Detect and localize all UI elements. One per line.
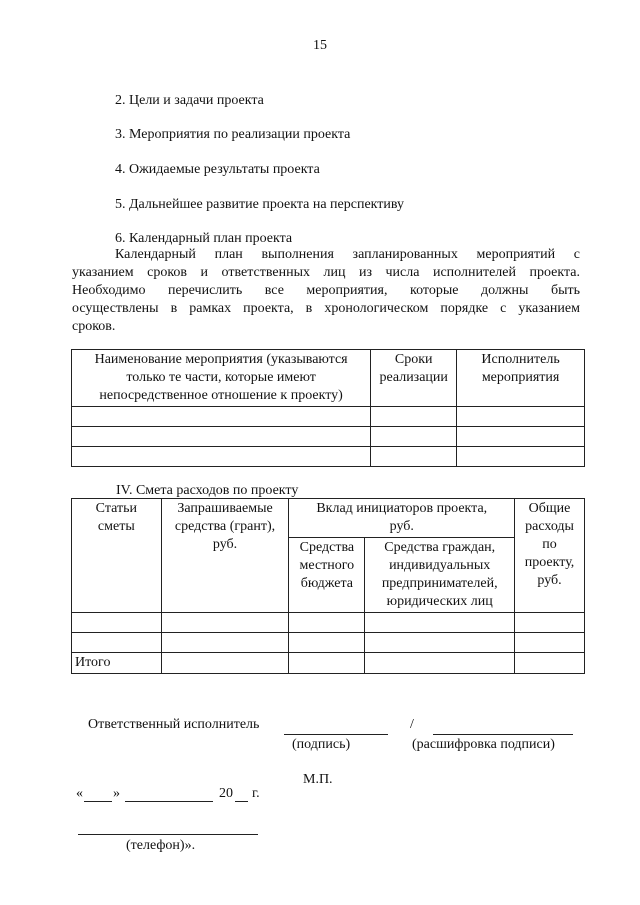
table-cell[interactable]	[289, 653, 365, 674]
phone-caption: (телефон)».	[126, 838, 196, 853]
table-cell[interactable]	[365, 613, 515, 633]
date-open-quote: «	[76, 786, 83, 801]
responsible-label: Ответственный исполнитель	[88, 717, 260, 732]
date-close-quote: »	[113, 786, 120, 801]
header-activity-name: Наименование мероприятия (указываются только те части, которые имеют непосредственное отношение к проекту)	[72, 350, 371, 407]
budget-title: IV. Смета расходов по проекту	[116, 483, 299, 498]
table-row	[72, 407, 585, 427]
header-budget-items: Статьи сметы	[72, 499, 162, 613]
calendar-description	[72, 246, 580, 336]
paragraph-line: сроков.	[72, 319, 116, 334]
table-cell[interactable]	[161, 633, 289, 653]
table-cell[interactable]	[515, 613, 585, 633]
table-cell[interactable]	[371, 447, 457, 467]
section-activities: 3. Мероприятия по реализации проекта	[115, 127, 351, 142]
day-line[interactable]	[84, 801, 112, 802]
paragraph-line: указанием сроков и ответственных лиц из числа исполнителей проекта.	[72, 265, 580, 280]
calendar-table	[71, 349, 585, 467]
table-row	[72, 427, 585, 447]
table-cell[interactable]	[72, 407, 371, 427]
header-citizens-funds: Средства граждан, индивидуальных предпринимателей, юридических лиц	[365, 538, 515, 613]
table-cell[interactable]	[72, 613, 162, 633]
table-header-row	[72, 499, 585, 538]
header-local-budget: Средства местного бюджета	[289, 538, 365, 613]
section-calendar: 6. Календарный план проекта	[115, 231, 293, 246]
header-initiator-contribution: Вклад инициаторов проекта, руб.	[289, 499, 515, 538]
paragraph-line: Календарный план выполнения запланированных мероприятий с	[115, 247, 580, 262]
year-prefix: 20	[219, 786, 233, 801]
table-cell[interactable]	[72, 427, 371, 447]
section-development: 5. Дальнейшее развитие проекта на перспективу	[115, 197, 405, 212]
table-cell[interactable]	[72, 447, 371, 467]
header-deadlines: Сроки реализации	[371, 350, 457, 407]
table-cell[interactable]	[365, 633, 515, 653]
seal-label: М.П.	[303, 772, 333, 787]
table-row	[72, 633, 585, 653]
table-cell[interactable]	[289, 613, 365, 633]
page-number: 15	[313, 38, 327, 53]
table-header-row	[72, 350, 585, 407]
section-results: 4. Ожидаемые результаты проекта	[115, 162, 320, 177]
decode-caption: (расшифровка подписи)	[412, 737, 555, 752]
header-requested-grant: Запрашиваемые средства (грант), руб.	[161, 499, 289, 613]
section-goals: 2. Цели и задачи проекта	[115, 93, 264, 108]
phone-line[interactable]	[78, 834, 258, 835]
slash-separator: /	[410, 717, 414, 732]
paragraph-line: осуществлены в рамках проекта, в хронологическом порядке с указанием	[72, 301, 580, 316]
table-cell[interactable]	[515, 633, 585, 653]
year-line[interactable]	[235, 801, 248, 802]
budget-table	[71, 498, 585, 674]
header-executor: Исполнитель мероприятия	[457, 350, 585, 407]
table-cell[interactable]	[457, 427, 585, 447]
signature-caption: (подпись)	[292, 737, 351, 752]
table-cell[interactable]	[72, 633, 162, 653]
table-cell[interactable]	[457, 407, 585, 427]
name-decode-line[interactable]	[433, 734, 573, 735]
table-cell[interactable]	[289, 633, 365, 653]
table-cell[interactable]	[515, 653, 585, 674]
table-cell[interactable]	[371, 407, 457, 427]
table-row	[72, 447, 585, 467]
total-label: Итого	[72, 653, 162, 674]
signature-line[interactable]	[284, 734, 388, 735]
table-cell[interactable]	[161, 653, 289, 674]
table-cell[interactable]	[365, 653, 515, 674]
total-row	[72, 653, 585, 674]
year-suffix: г.	[252, 786, 260, 801]
table-cell[interactable]	[161, 613, 289, 633]
table-cell[interactable]	[457, 447, 585, 467]
table-cell[interactable]	[371, 427, 457, 447]
paragraph-line: Необходимо перечислить все мероприятия, которые должны быть	[72, 283, 580, 298]
header-total-expenses: Общие расходы по проекту, руб.	[515, 499, 585, 613]
month-line[interactable]	[125, 801, 213, 802]
table-row	[72, 613, 585, 633]
